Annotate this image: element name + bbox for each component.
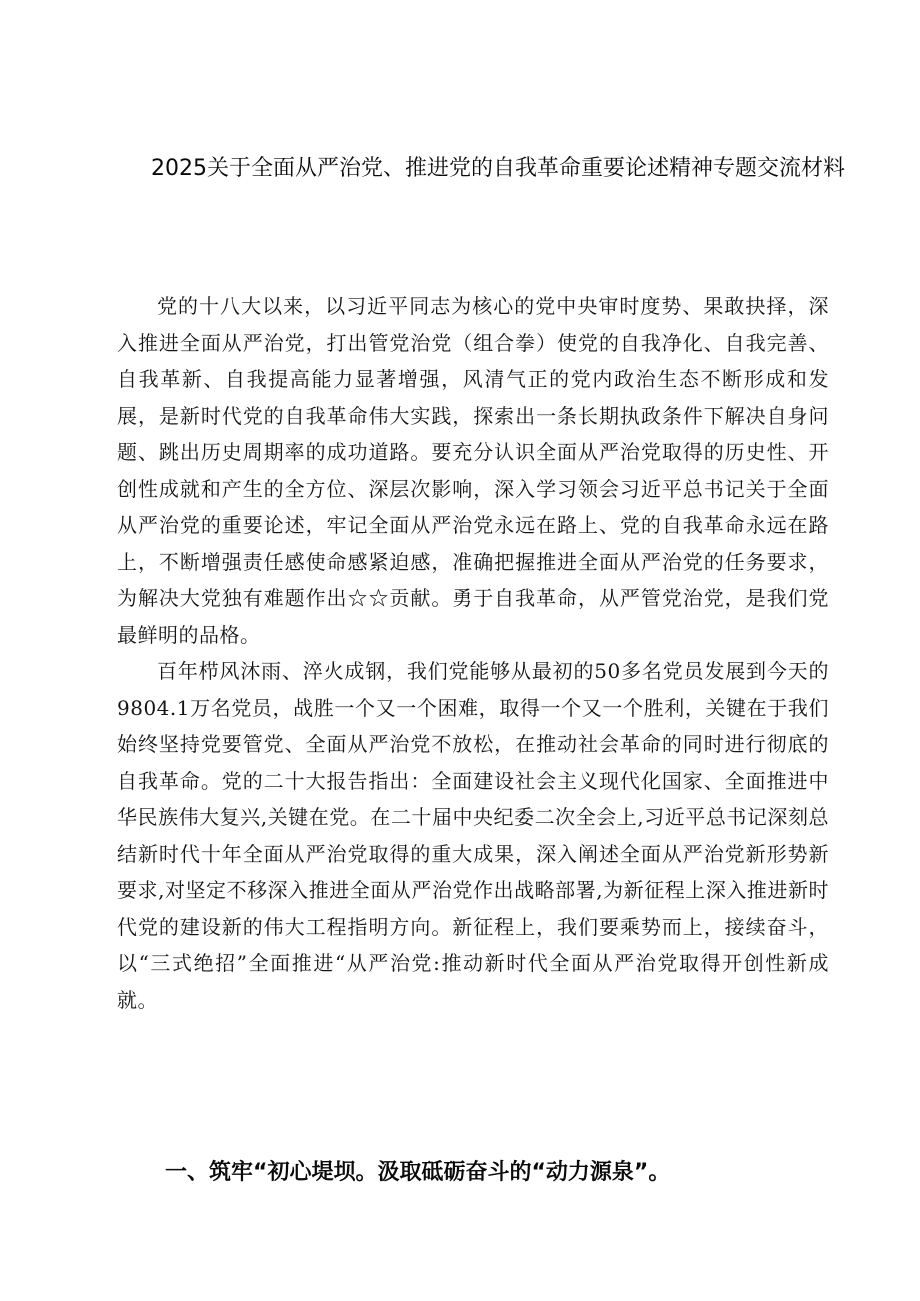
paragraph-1: 党的十八大以来，以习近平同志为核心的党中央审时度势、果敢抉择，深入推进全面从严治党，打出管党治党（组合拳）使党的自我净化、自我完善、自我革新、自我提高能力显著增强，风清气正的党内政治生态不断形成和发展，是新时代党的自我革命伟大实践，探索出一条长期执政条件下解决自身问题、跳出历史周期率的成功道路。要充分认识全面从严治党取得的历史性、开创性成就和产生的全方位、深层次影响，深入学习领会习近平总书记关于全面从严治党的重要论述，牢记全面从严治党永远在路上、党的自我革命永远在路上，不断增强责任感使命感紧迫感，准确把握推进全面从严治党的任务要求，为解决大党独有难题作出☆☆贡献。勇于自我革命，从严管党治党，是我们党最鲜明的品格。 — [117, 294, 829, 647]
paragraph-2: 百年栉风沐雨、淬火成钢，我们党能够从最初的50多名党员发展到今天的9804.1万名党员，战胜一个又一个困难，取得一个又一个胜利，关键在于我们始终坚持党要管党、全面从严治党不放松，在推动社会革命的同时进行彻底的自我革命。党的二十大报告指出：全面建设社会主义现代化国家、全面推进中华民族伟大复兴,关键在党。在二十届中央纪委二次全会上,习近平总书记深刻总结新时代十年全面从严治党取得的重大成果，深入阐述全面从严治党新形势新要求,对坚定不移深入推进全面从严治党作出战略部署,为新征程上深入推进新时代党的建设新的伟大工程指明方向。新征程上，我们要乘势而上，接续奋斗，以“三式绝招”全面推进“从严治党:推动新时代全面从严治党取得开创性新成就。 — [117, 659, 829, 1012]
section-heading-1: 一、筑牢“初心堤坝。汲取砥砺奋斗的“动力源泉”。 — [165, 1160, 671, 1185]
document-title: 2025关于全面从严治党、推进党的自我革命重要论述精神专题交流材料 — [151, 156, 845, 181]
document-body — [117, 288, 829, 1018]
